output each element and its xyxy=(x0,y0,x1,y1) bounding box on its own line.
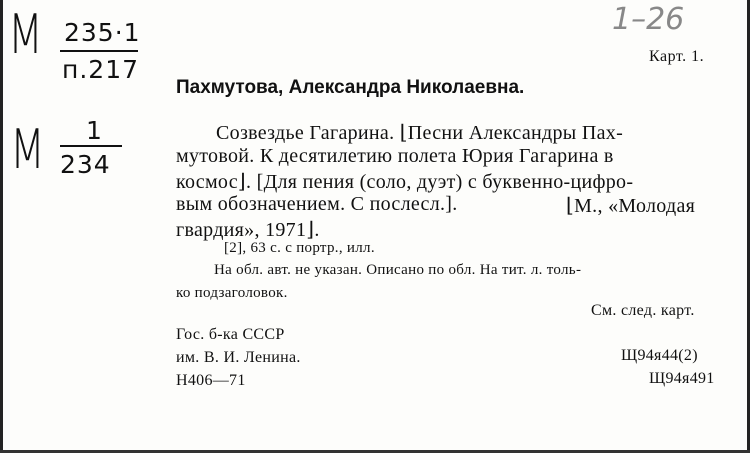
description-publisher: ⌊М., «Молодая xyxy=(566,195,696,217)
note-line-2: ко подзаголовок. xyxy=(176,285,288,301)
class-code-1: Щ94я44(2) xyxy=(621,347,698,364)
library-code: Н406—71 xyxy=(176,372,246,389)
library-name-2: им. В. И. Ленина. xyxy=(176,349,301,366)
description-line-6: гвардия», 1971⌋. xyxy=(176,219,320,241)
see-next-card: См. след. карт. xyxy=(591,302,695,319)
shelf-mark-numerator-1: 235·1 xyxy=(64,18,141,47)
physical-description: [2], 63 с. с портр., илл. xyxy=(224,240,375,256)
description-line-1: Созвездье Гагарина. ⌊Песни Александры Пах- xyxy=(216,122,624,144)
shelf-mark-fraction-line-2 xyxy=(60,145,122,147)
note-line-1: На обл. авт. не указан. Описано по обл. На тит. л. толь- xyxy=(214,262,582,278)
author-heading: Пахмутова, Александра Николаевна. xyxy=(176,77,525,98)
description-line-2: мутовой. К десятилетию полета Юрия Гагарина в xyxy=(176,145,614,167)
card-number: Карт. 1. xyxy=(649,48,705,65)
shelf-mark-numerator-2: 1 xyxy=(86,116,103,145)
pencil-note: 1–26 xyxy=(612,2,685,37)
description-line-3: космос⌋. [Для пения (соло, дуэт) с буквенно-цифро- xyxy=(176,171,634,193)
shelf-mark-denominator-2: 234 xyxy=(60,150,111,179)
card-left-edge xyxy=(0,0,3,453)
shelf-mark-letter-2: М xyxy=(10,118,45,181)
library-name: Гос. б-ка СССР xyxy=(176,326,285,343)
shelf-mark-fraction-line-1 xyxy=(60,50,138,52)
description-line-4: вым обозначением. С послесл.]. xyxy=(176,193,458,215)
shelf-mark-denominator-1: п.217 xyxy=(62,55,140,84)
shelf-mark-letter-1: М xyxy=(8,3,43,66)
class-code-2: Щ94я491 xyxy=(649,370,715,387)
